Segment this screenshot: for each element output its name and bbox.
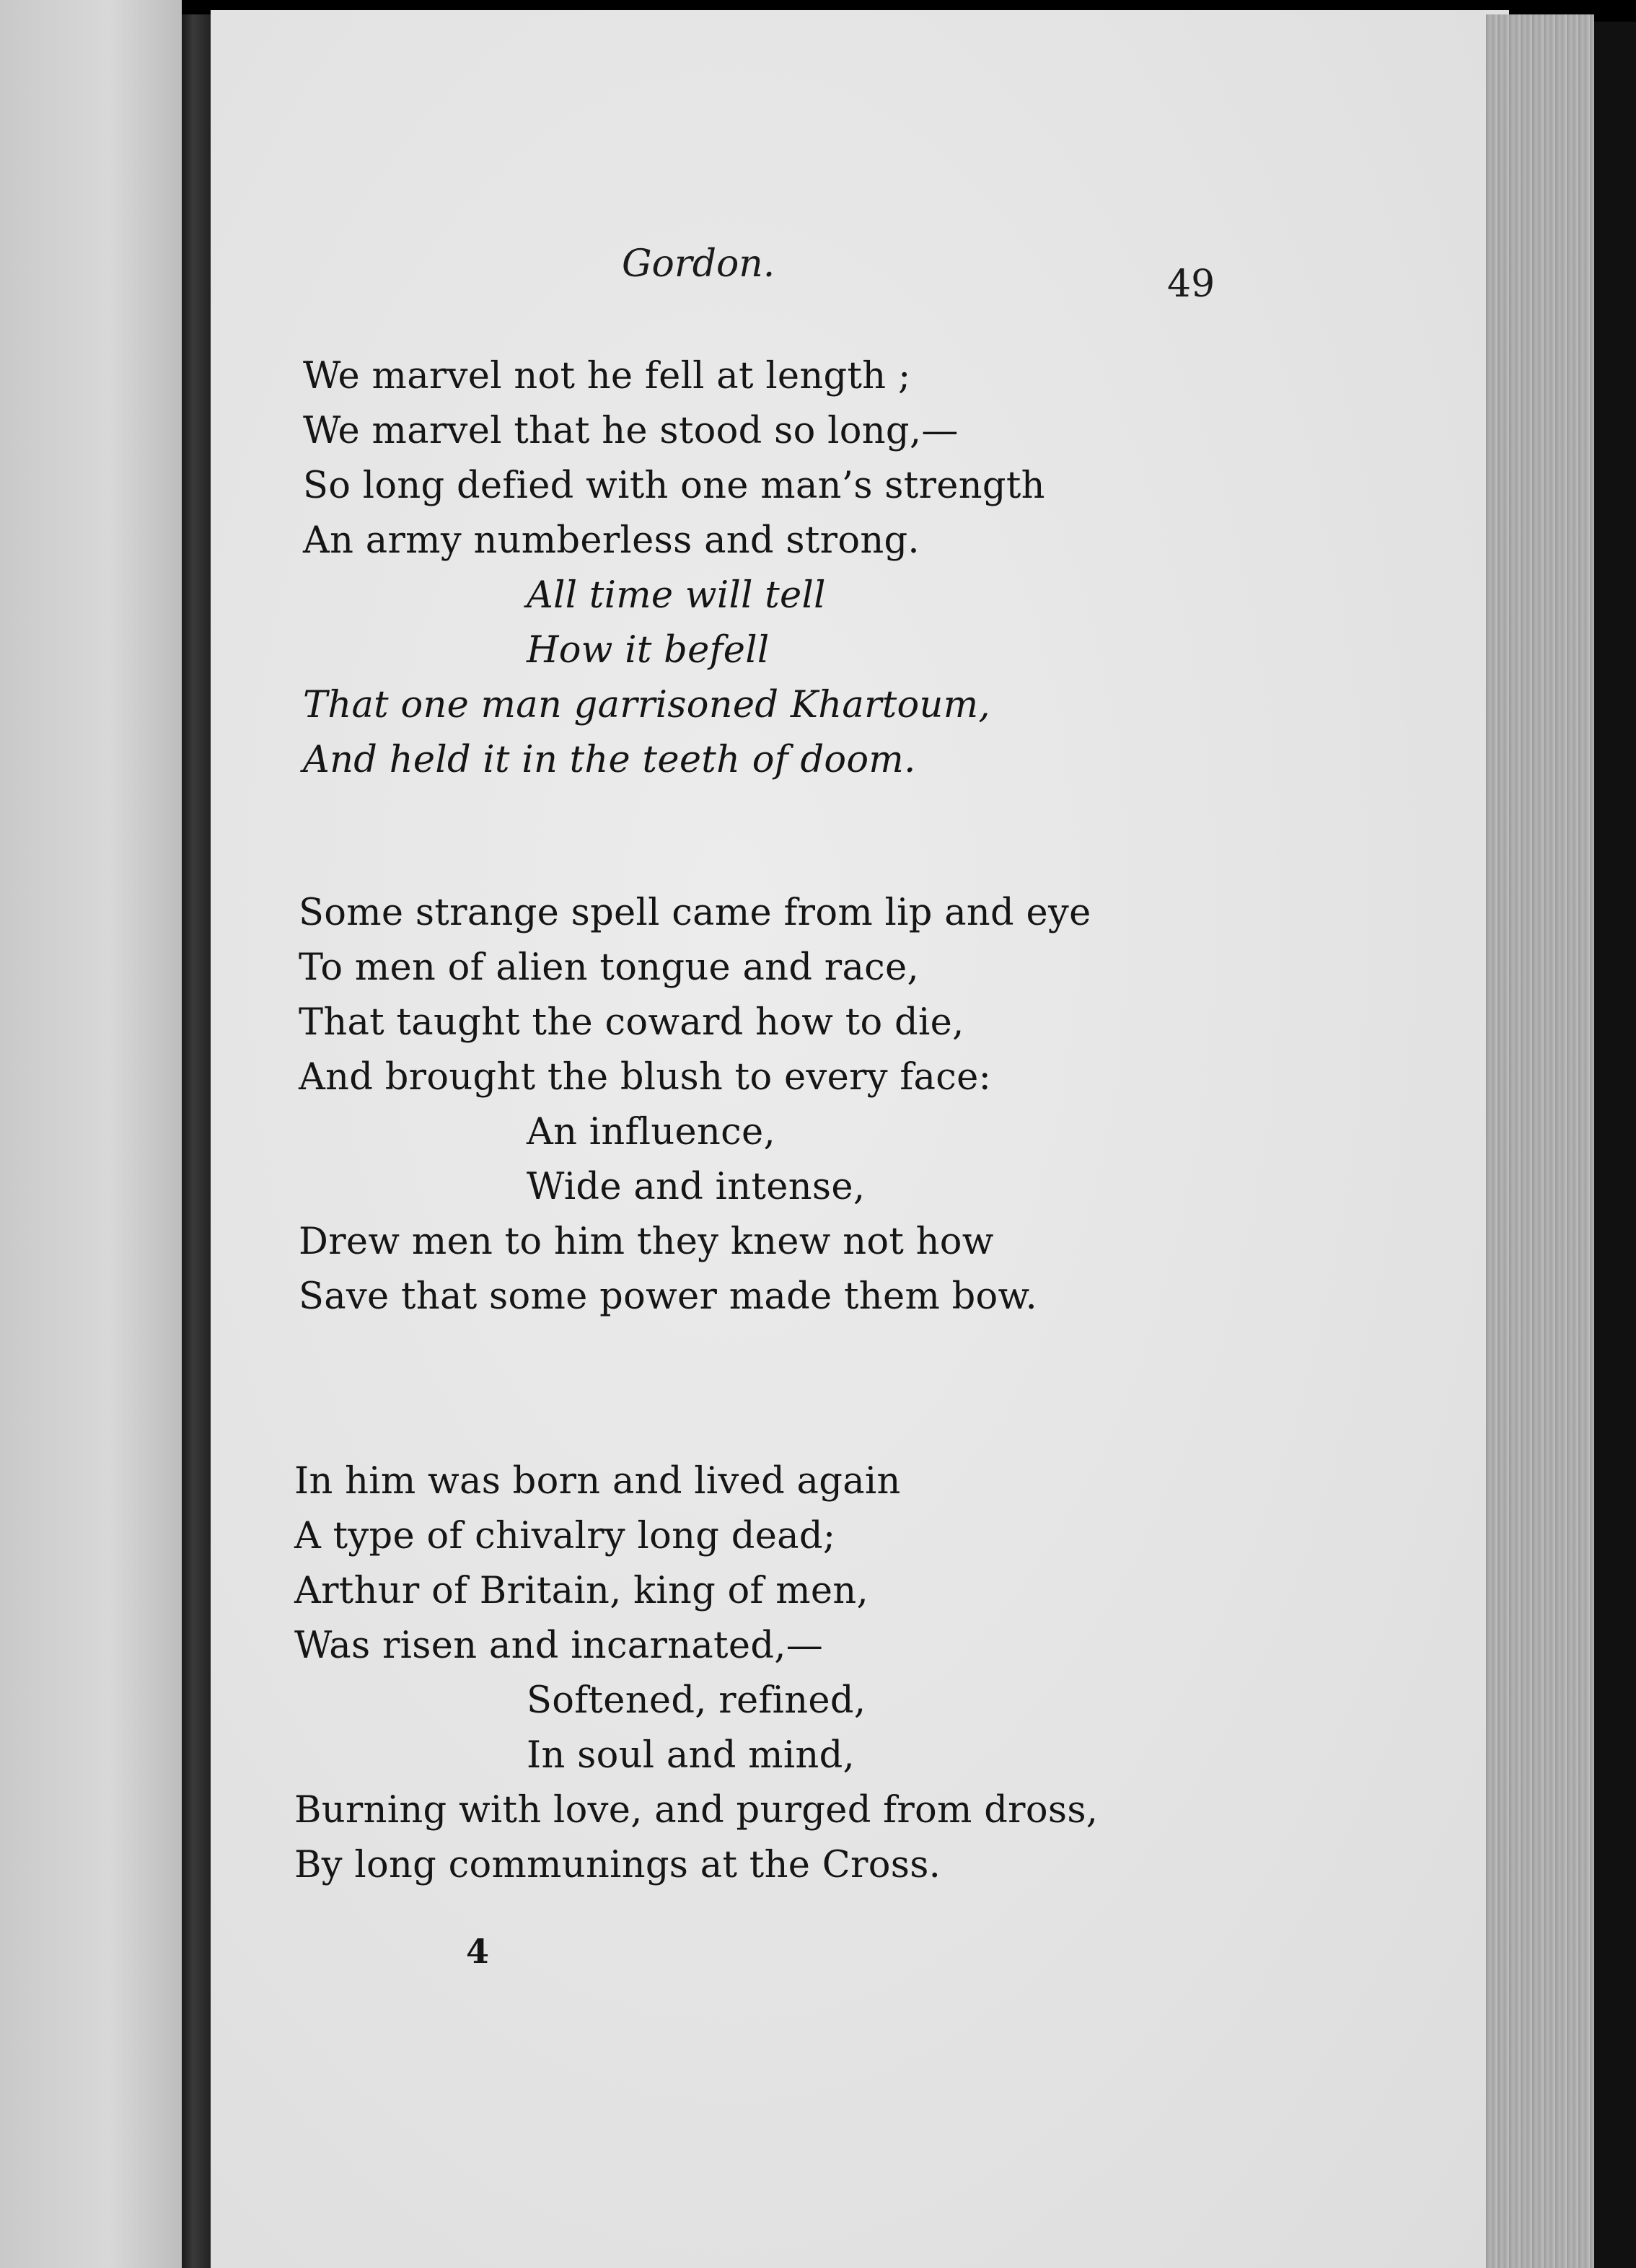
previous-page-edge — [0, 0, 182, 2268]
poem-line: So long defied with one man’s strength — [303, 465, 1045, 507]
book-gutter — [182, 14, 211, 2268]
poem-line: By long communings at the Cross. — [294, 1844, 941, 1886]
poem-line: Some strange spell came from lip and eye — [299, 892, 1091, 934]
poem-line: We marvel that he stood so long,— — [303, 410, 959, 452]
page-edges — [1486, 14, 1594, 2268]
book-page — [211, 10, 1509, 2268]
poem-line: Save that some power made them bow. — [299, 1275, 1037, 1318]
poem-line: An influence, — [527, 1111, 775, 1153]
poem-line: An army numberless and strong. — [303, 519, 920, 562]
poem-line: And held it in the teeth of doom. — [303, 739, 916, 781]
poem-line: All time will tell — [527, 574, 826, 617]
running-head: Gordon. — [622, 242, 775, 286]
poem-line: A type of chivalry long dead; — [294, 1515, 836, 1557]
poem-line: In him was born and lived again — [294, 1460, 901, 1503]
poem-line: Burning with love, and purged from dross, — [294, 1789, 1099, 1832]
poem-line: We marvel not he fell at length ; — [303, 355, 911, 397]
poem-line: In soul and mind, — [527, 1734, 856, 1777]
poem-line: How it befell — [527, 629, 770, 672]
scan-border — [1594, 22, 1636, 2268]
page-number: 49 — [1167, 263, 1215, 306]
poem-line: To men of alien tongue and race, — [299, 946, 920, 989]
signature-mark: 4 — [466, 1932, 490, 1971]
poem-line: And brought the blush to every face: — [299, 1056, 992, 1099]
poem-line: Arthur of Britain, king of men, — [294, 1570, 869, 1612]
poem-line: Softened, refined, — [527, 1679, 866, 1722]
poem-line: Was risen and incarnated,— — [294, 1625, 824, 1667]
poem-line: That one man garrisoned Khartoum, — [303, 684, 990, 726]
poem-line: Wide and intense, — [527, 1166, 866, 1208]
poem-line: Drew men to him they knew not how — [299, 1221, 994, 1263]
poem-line: That taught the coward how to die, — [299, 1001, 964, 1044]
